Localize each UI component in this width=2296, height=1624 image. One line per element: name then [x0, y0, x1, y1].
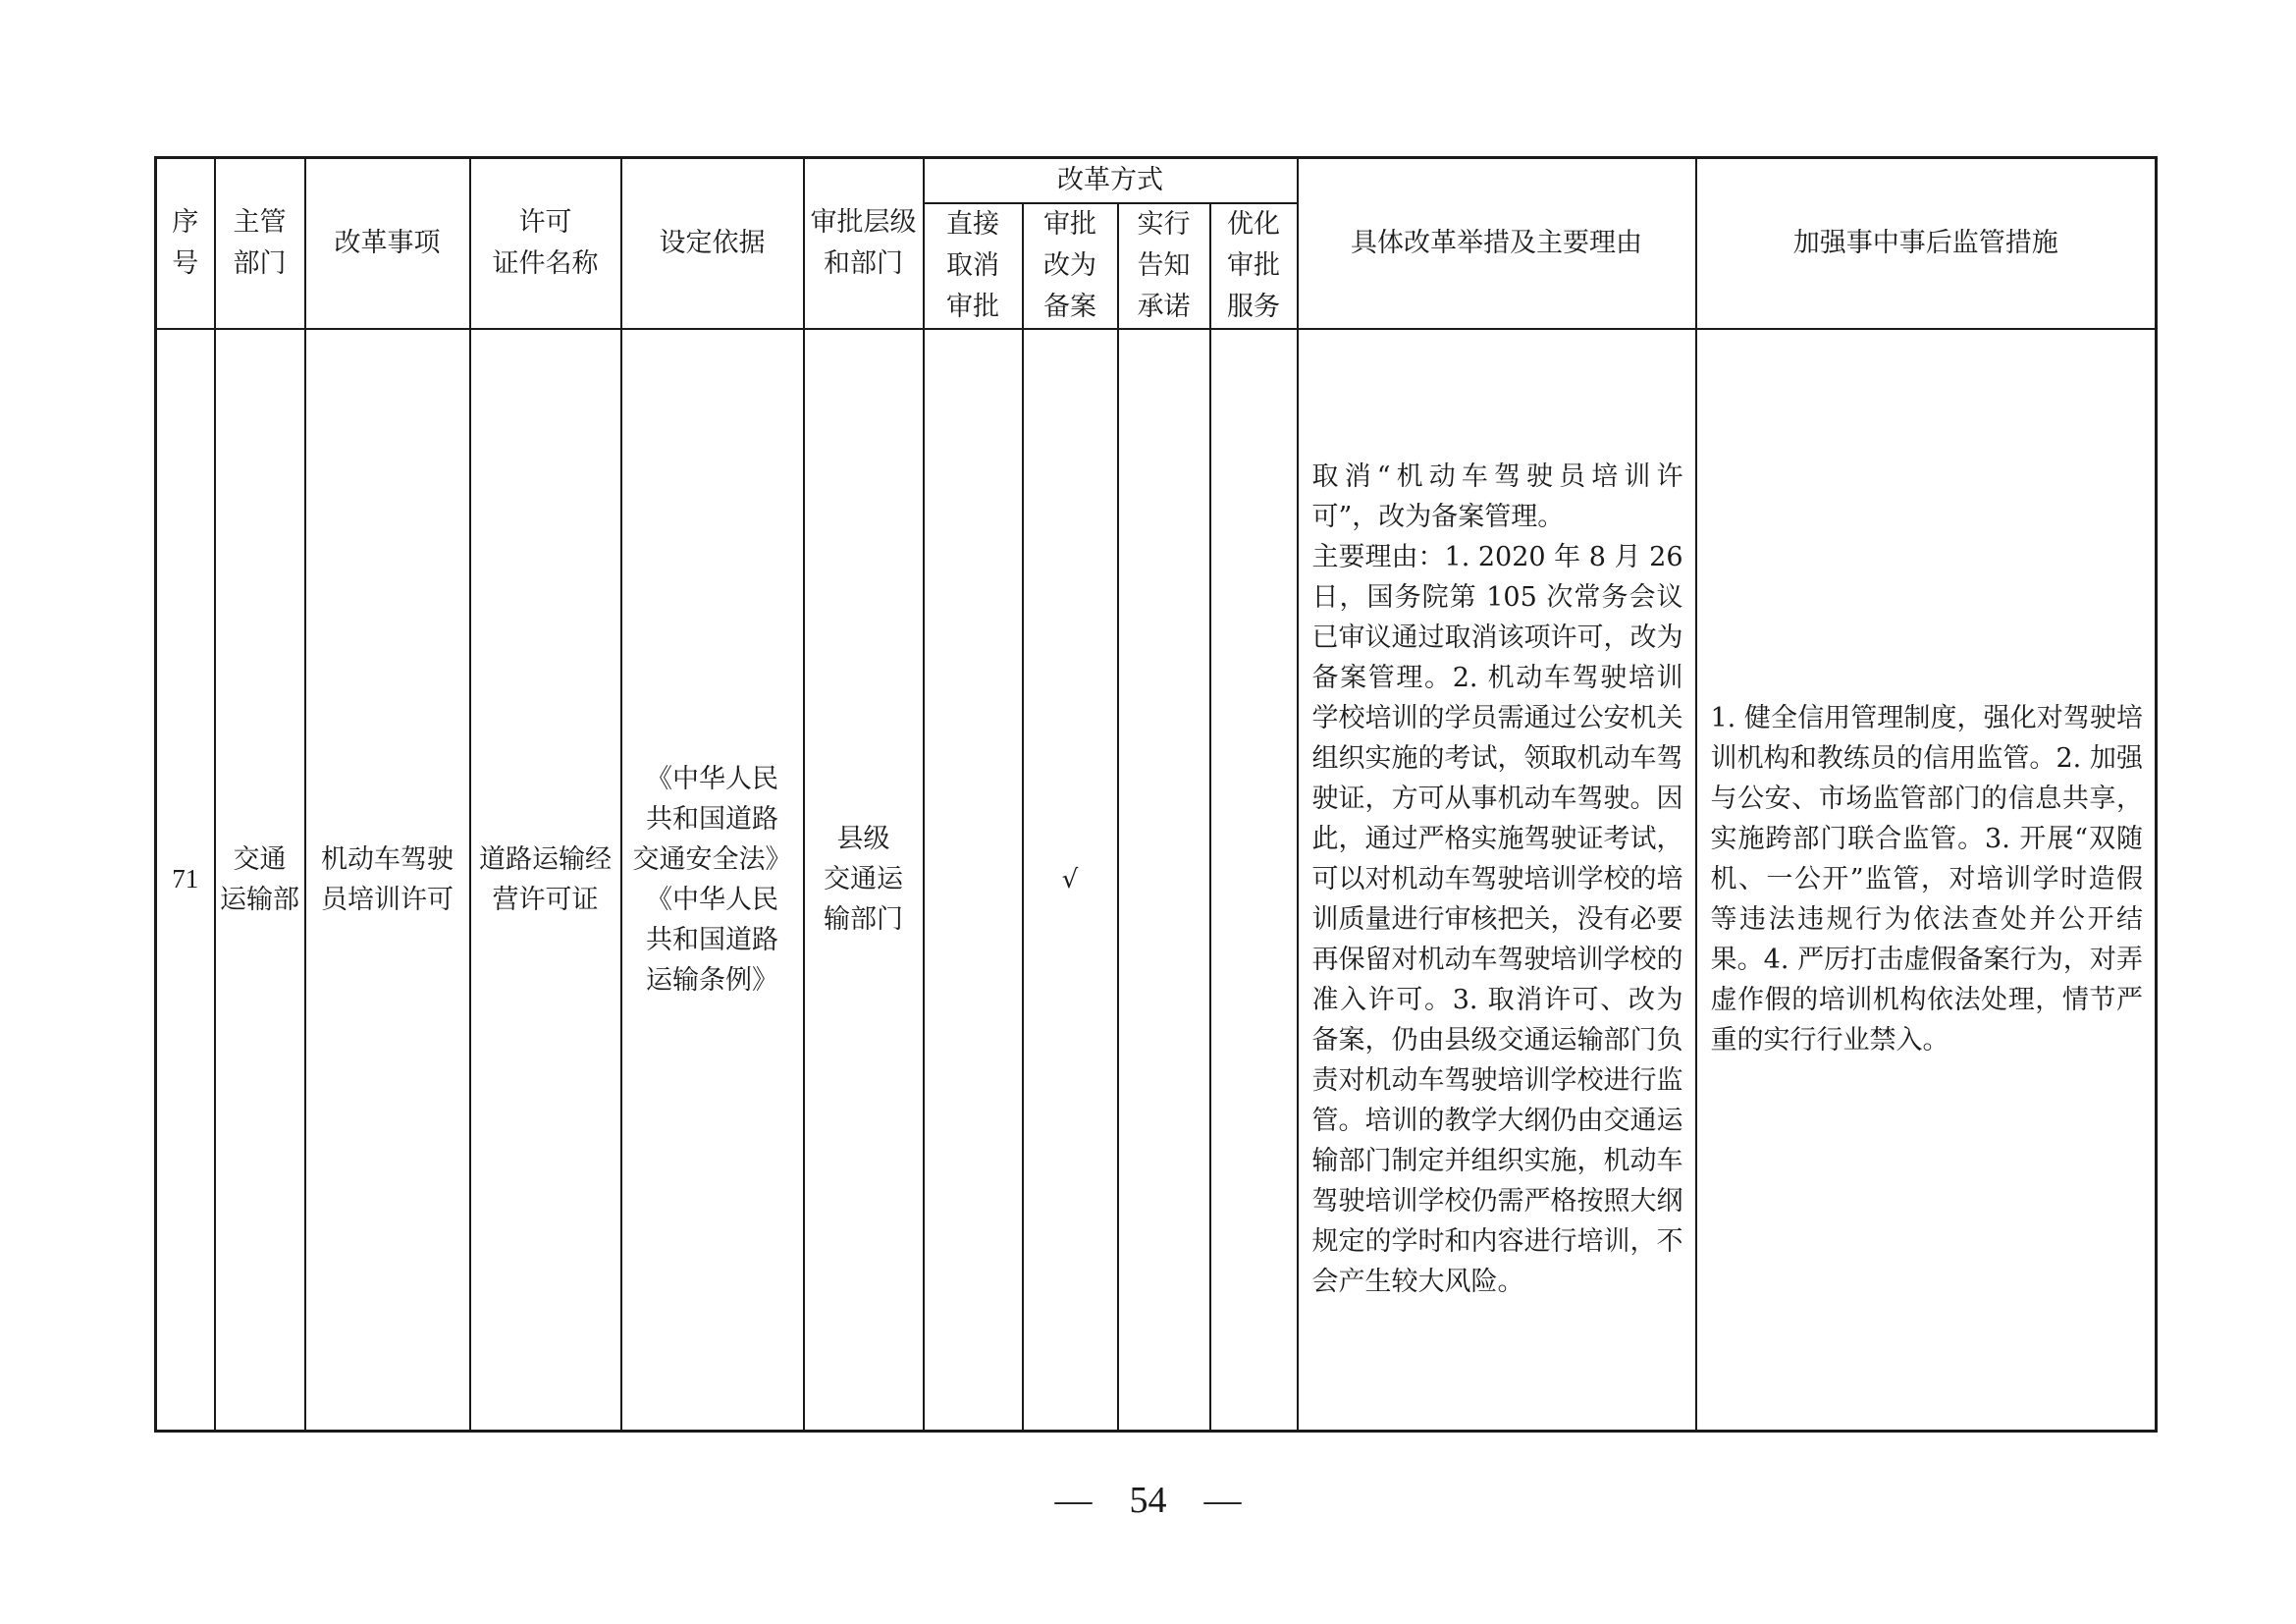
header-supervision: 加强事中事后监管措施 — [1696, 158, 2157, 329]
header-mode-optimize: 优化 审批 服务 — [1210, 203, 1298, 329]
header-license: 许可 证件名称 — [470, 158, 621, 329]
measures-text: 取消“机动车驾驶员培训许可”，改为备案管理。 主要理由：1. 2020 年 8 月 26 日，国务院第 105 次常务会议已审议通过取消该项许可，改为备案管理。2. 机动车驾驶培训学校培训的学员需通过公安机关组织实施的考试，领取机动车驾驶证，方可从事机动车驾驶。因此，通过严格实施驾驶证考试，可以对机动车驾驶培训学校的培训质量进行审核把关，没有必要再保留对机动车驾驶培训学校的准入许可。3. 取消许可、改为备案，仍由县级交通运输部门负责对机动车驾驶培训学校进行监管。培训的教学大纲仍由交通运输部门制定并组织实施，机动车驾驶培训学校仍需严格按照大纲规定的学时和内容进行培训，不会产生较大风险。 — [1311, 461, 1683, 1298]
header-mode-group: 改革方式 — [924, 158, 1298, 203]
cell-seq: 71 — [156, 329, 215, 1432]
header-measures: 具体改革举措及主要理由 — [1298, 158, 1696, 329]
cell-level: 县级 交通运 输部门 — [804, 329, 924, 1432]
cell-mode-filing-check: √ — [1023, 329, 1118, 1432]
cell-item: 机动车驾驶 员培训许可 — [305, 329, 470, 1432]
cell-measures — [1298, 329, 1696, 1432]
reform-table — [154, 156, 2158, 1433]
header-seq: 序 号 — [156, 158, 215, 329]
cell-dept: 交通 运输部 — [215, 329, 305, 1432]
page-number: — 54 — — [1054, 1480, 1242, 1521]
cell-mode-cancel — [924, 329, 1023, 1432]
cell-mode-optimize — [1210, 329, 1298, 1432]
cell-basis: 《中华人民 共和国道路 交通安全法》 《中华人民 共和国道路 运输条例》 — [621, 329, 804, 1432]
header-mode-cancel: 直接 取消 审批 — [924, 203, 1023, 329]
header-basis: 设定依据 — [621, 158, 804, 329]
header-dept: 主管 部门 — [215, 158, 305, 329]
header-mode-filing: 审批 改为 备案 — [1023, 203, 1118, 329]
header-level: 审批层级 和部门 — [804, 158, 924, 329]
header-mode-notify: 实行 告知 承诺 — [1118, 203, 1210, 329]
cell-supervision — [1696, 329, 2157, 1432]
table-row — [156, 329, 2157, 1432]
cell-license: 道路运输经 营许可证 — [470, 329, 621, 1432]
supervision-text: 1. 健全信用管理制度，强化对驾驶培训机构和教练员的信用监管。2. 加强与公安、市场监管部门的信息共享，实施跨部门联合监管。3. 开展“双随机、一公开”监管，对培训学时造假等违法违规行为依法查处并公开结果。4. 严厉打击虚假备案行为，对弄虚作假的培训机构依法处理，情节严重的实行行业禁入。 — [1710, 703, 2143, 1056]
header-item: 改革事项 — [305, 158, 470, 329]
cell-mode-notify — [1118, 329, 1210, 1432]
